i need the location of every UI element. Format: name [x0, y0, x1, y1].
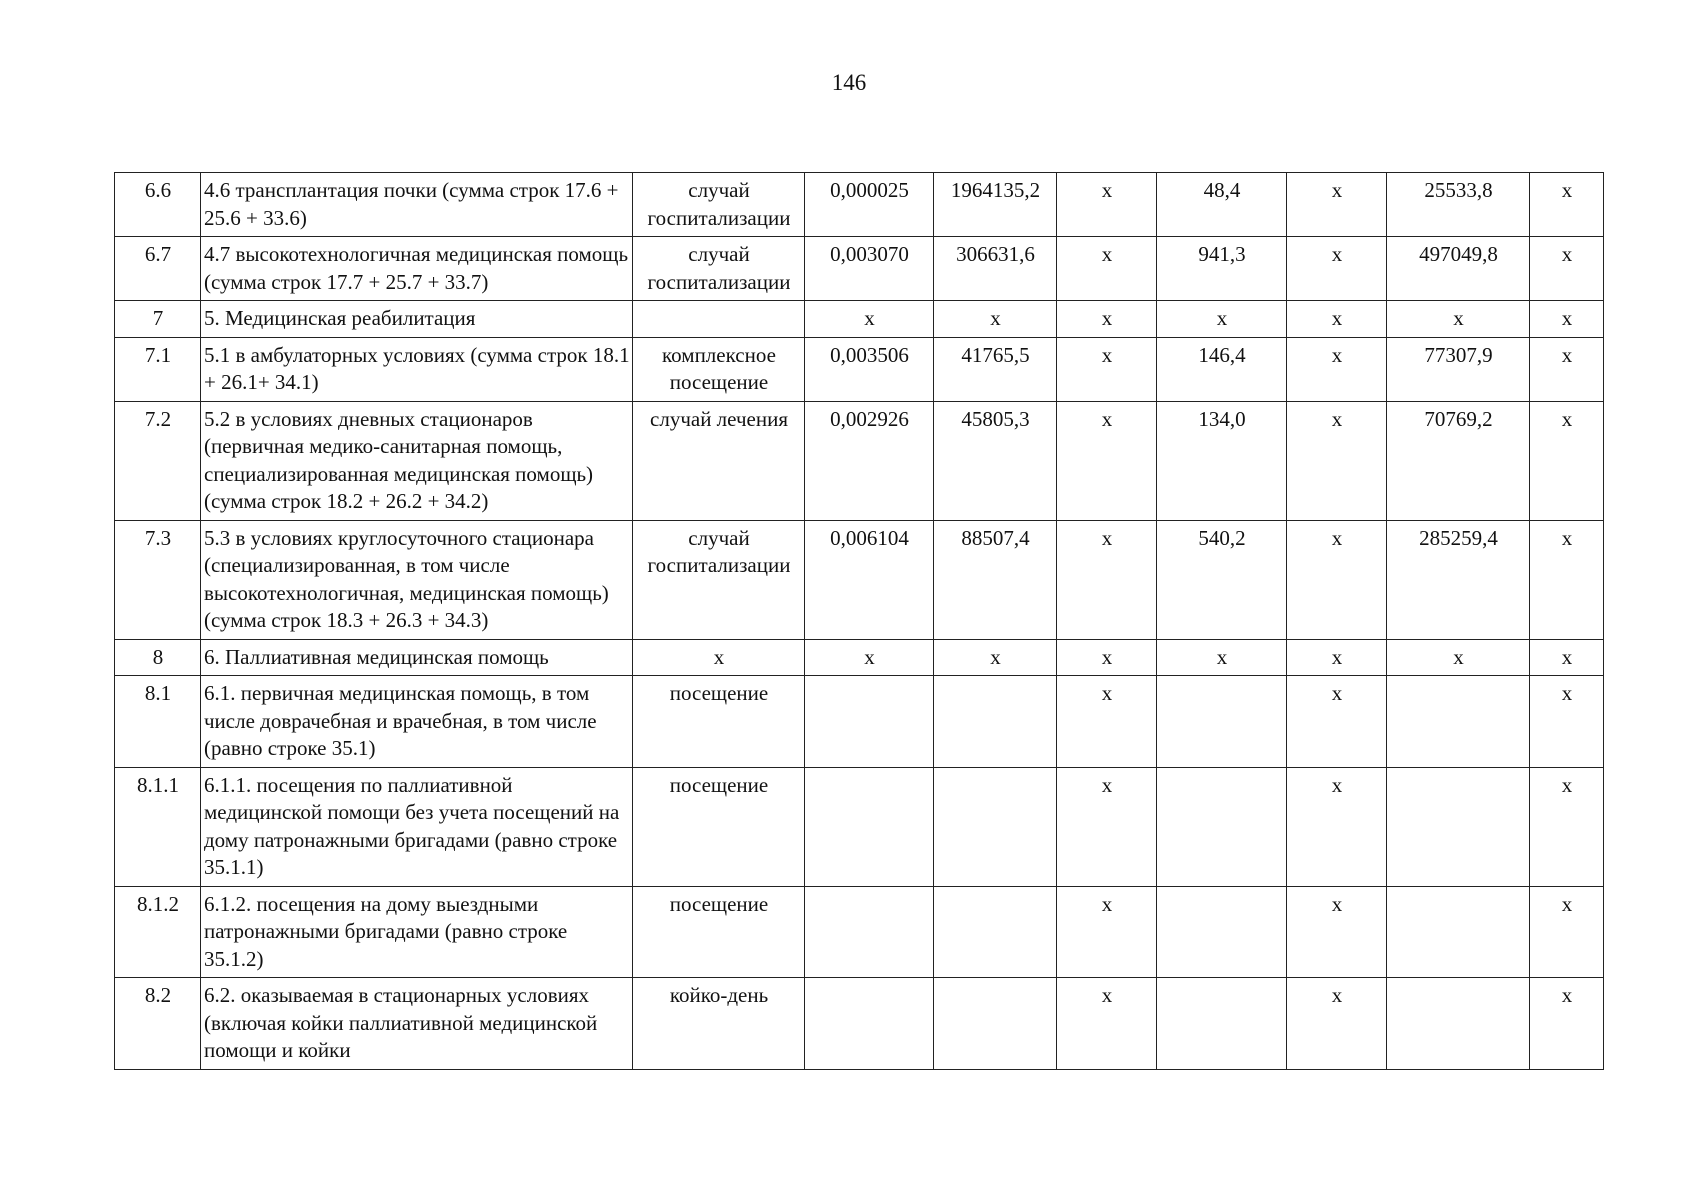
- row-unit: случай лечения: [633, 401, 805, 520]
- row-value: х: [1057, 301, 1157, 338]
- row-unit: койко-день: [633, 978, 805, 1070]
- row-number: 7.3: [115, 520, 201, 639]
- row-value: х: [1057, 520, 1157, 639]
- row-number: 7.1: [115, 337, 201, 401]
- row-value: х: [1530, 639, 1604, 676]
- table-row: [115, 520, 1604, 639]
- row-value: х: [1057, 337, 1157, 401]
- row-value: 70769,2: [1387, 401, 1530, 520]
- row-value: х: [1287, 401, 1387, 520]
- row-value: [805, 978, 934, 1070]
- row-value: х: [934, 301, 1057, 338]
- row-unit: случай госпитализации: [633, 520, 805, 639]
- row-name: 5.1 в амбулаторных условиях (сумма строк 18.1 + 26.1+ 34.1): [201, 337, 633, 401]
- row-value: х: [1057, 767, 1157, 886]
- row-value: [805, 676, 934, 768]
- row-unit: комплексное посещение: [633, 337, 805, 401]
- row-value: х: [1530, 173, 1604, 237]
- row-value: 0,000025: [805, 173, 934, 237]
- row-value: х: [805, 639, 934, 676]
- row-value: х: [1157, 639, 1287, 676]
- row-value: х: [1287, 676, 1387, 768]
- row-value: х: [1287, 301, 1387, 338]
- row-value: [934, 978, 1057, 1070]
- row-number: 6.6: [115, 173, 201, 237]
- row-name: 4.6 трансплантация почки (сумма строк 17.6 + 25.6 + 33.6): [201, 173, 633, 237]
- row-value: 540,2: [1157, 520, 1287, 639]
- row-value: х: [1530, 978, 1604, 1070]
- row-number: 8: [115, 639, 201, 676]
- row-value: х: [934, 639, 1057, 676]
- table-row: [115, 978, 1604, 1070]
- row-value: х: [1530, 237, 1604, 301]
- row-value: [934, 767, 1057, 886]
- row-value: [1157, 978, 1287, 1070]
- row-name: 6.2. оказываемая в стационарных условиях (включая койки паллиативной медицинской помощи и койки: [201, 978, 633, 1070]
- row-number: 8.1.2: [115, 886, 201, 978]
- row-value: х: [1287, 173, 1387, 237]
- row-value: 0,002926: [805, 401, 934, 520]
- table-row: [115, 639, 1604, 676]
- row-name: 6.1.1. посещения по паллиативной медицинской помощи без учета посещений на дому патронажными бригадами (равно строке 35.1.1): [201, 767, 633, 886]
- table-body: [115, 173, 1604, 1070]
- row-value: 77307,9: [1387, 337, 1530, 401]
- row-value: [1387, 886, 1530, 978]
- row-number: 7: [115, 301, 201, 338]
- row-value: 1964135,2: [934, 173, 1057, 237]
- row-value: х: [1287, 767, 1387, 886]
- row-value: х: [1387, 301, 1530, 338]
- row-value: [805, 767, 934, 886]
- row-unit: посещение: [633, 676, 805, 768]
- data-table: [114, 172, 1604, 1070]
- row-value: х: [1057, 173, 1157, 237]
- row-value: 941,3: [1157, 237, 1287, 301]
- row-value: [1157, 767, 1287, 886]
- row-value: 0,003070: [805, 237, 934, 301]
- row-value: 0,006104: [805, 520, 934, 639]
- row-value: х: [1530, 520, 1604, 639]
- row-value: [934, 886, 1057, 978]
- row-name: 6. Паллиативная медицинская помощь: [201, 639, 633, 676]
- row-value: х: [1287, 337, 1387, 401]
- row-unit: х: [633, 639, 805, 676]
- row-value: 45805,3: [934, 401, 1057, 520]
- row-number: 8.1: [115, 676, 201, 768]
- row-value: 41765,5: [934, 337, 1057, 401]
- row-value: х: [1530, 676, 1604, 768]
- row-unit: [633, 301, 805, 338]
- row-value: [1387, 676, 1530, 768]
- row-value: 306631,6: [934, 237, 1057, 301]
- table-row: [115, 886, 1604, 978]
- row-value: х: [1057, 237, 1157, 301]
- row-unit: случай госпитализации: [633, 237, 805, 301]
- row-name: 4.7 высокотехнологичная медицинская помощь (сумма строк 17.7 + 25.7 + 33.7): [201, 237, 633, 301]
- row-value: 0,003506: [805, 337, 934, 401]
- row-value: х: [1530, 301, 1604, 338]
- row-value: [805, 886, 934, 978]
- row-value: х: [1287, 520, 1387, 639]
- row-value: х: [1530, 767, 1604, 886]
- row-value: 134,0: [1157, 401, 1287, 520]
- row-value: х: [1530, 337, 1604, 401]
- row-value: 146,4: [1157, 337, 1287, 401]
- row-unit: посещение: [633, 767, 805, 886]
- table-row: [115, 676, 1604, 768]
- row-number: 8.2: [115, 978, 201, 1070]
- row-name: 6.1.2. посещения на дому выездными патронажными бригадами (равно строке 35.1.2): [201, 886, 633, 978]
- row-number: 7.2: [115, 401, 201, 520]
- row-value: 25533,8: [1387, 173, 1530, 237]
- row-value: х: [1287, 978, 1387, 1070]
- row-value: х: [1287, 886, 1387, 978]
- row-value: [934, 676, 1057, 768]
- row-value: 497049,8: [1387, 237, 1530, 301]
- row-value: х: [1387, 639, 1530, 676]
- row-value: х: [1057, 978, 1157, 1070]
- table-row: [115, 401, 1604, 520]
- row-value: 285259,4: [1387, 520, 1530, 639]
- row-value: [1157, 886, 1287, 978]
- row-name: 5. Медицинская реабилитация: [201, 301, 633, 338]
- row-value: х: [1057, 401, 1157, 520]
- row-value: х: [1530, 401, 1604, 520]
- row-unit: посещение: [633, 886, 805, 978]
- table-row: [115, 337, 1604, 401]
- row-value: [1387, 767, 1530, 886]
- row-name: 5.3 в условиях круглосуточного стационара (специализированная, в том числе высокотехнологичная, медицинская помощь) (сумма строк 18.3 + 26.3 + 34.3): [201, 520, 633, 639]
- page-number: 146: [831, 70, 867, 95]
- row-value: [1157, 676, 1287, 768]
- row-unit: случай госпитализации: [633, 173, 805, 237]
- row-value: х: [1287, 237, 1387, 301]
- row-value: [1387, 978, 1530, 1070]
- table-row: [115, 237, 1604, 301]
- row-name: 6.1. первичная медицинская помощь, в том числе доврачебная и врачебная, в том числе (равно строке 35.1): [201, 676, 633, 768]
- row-value: х: [1157, 301, 1287, 338]
- row-value: х: [1057, 886, 1157, 978]
- row-value: х: [805, 301, 934, 338]
- row-value: х: [1530, 886, 1604, 978]
- table-row: [115, 301, 1604, 338]
- row-number: 8.1.1: [115, 767, 201, 886]
- row-value: х: [1057, 676, 1157, 768]
- row-value: 48,4: [1157, 173, 1287, 237]
- table-row: [115, 173, 1604, 237]
- row-name: 5.2 в условиях дневных стационаров (первичная медико-санитарная помощь, специализированная медицинская помощь) (сумма строк 18.2 + 26.2 + 34.2): [201, 401, 633, 520]
- row-number: 6.7: [115, 237, 201, 301]
- table-row: [115, 767, 1604, 886]
- row-value: 88507,4: [934, 520, 1057, 639]
- row-value: х: [1057, 639, 1157, 676]
- row-value: х: [1287, 639, 1387, 676]
